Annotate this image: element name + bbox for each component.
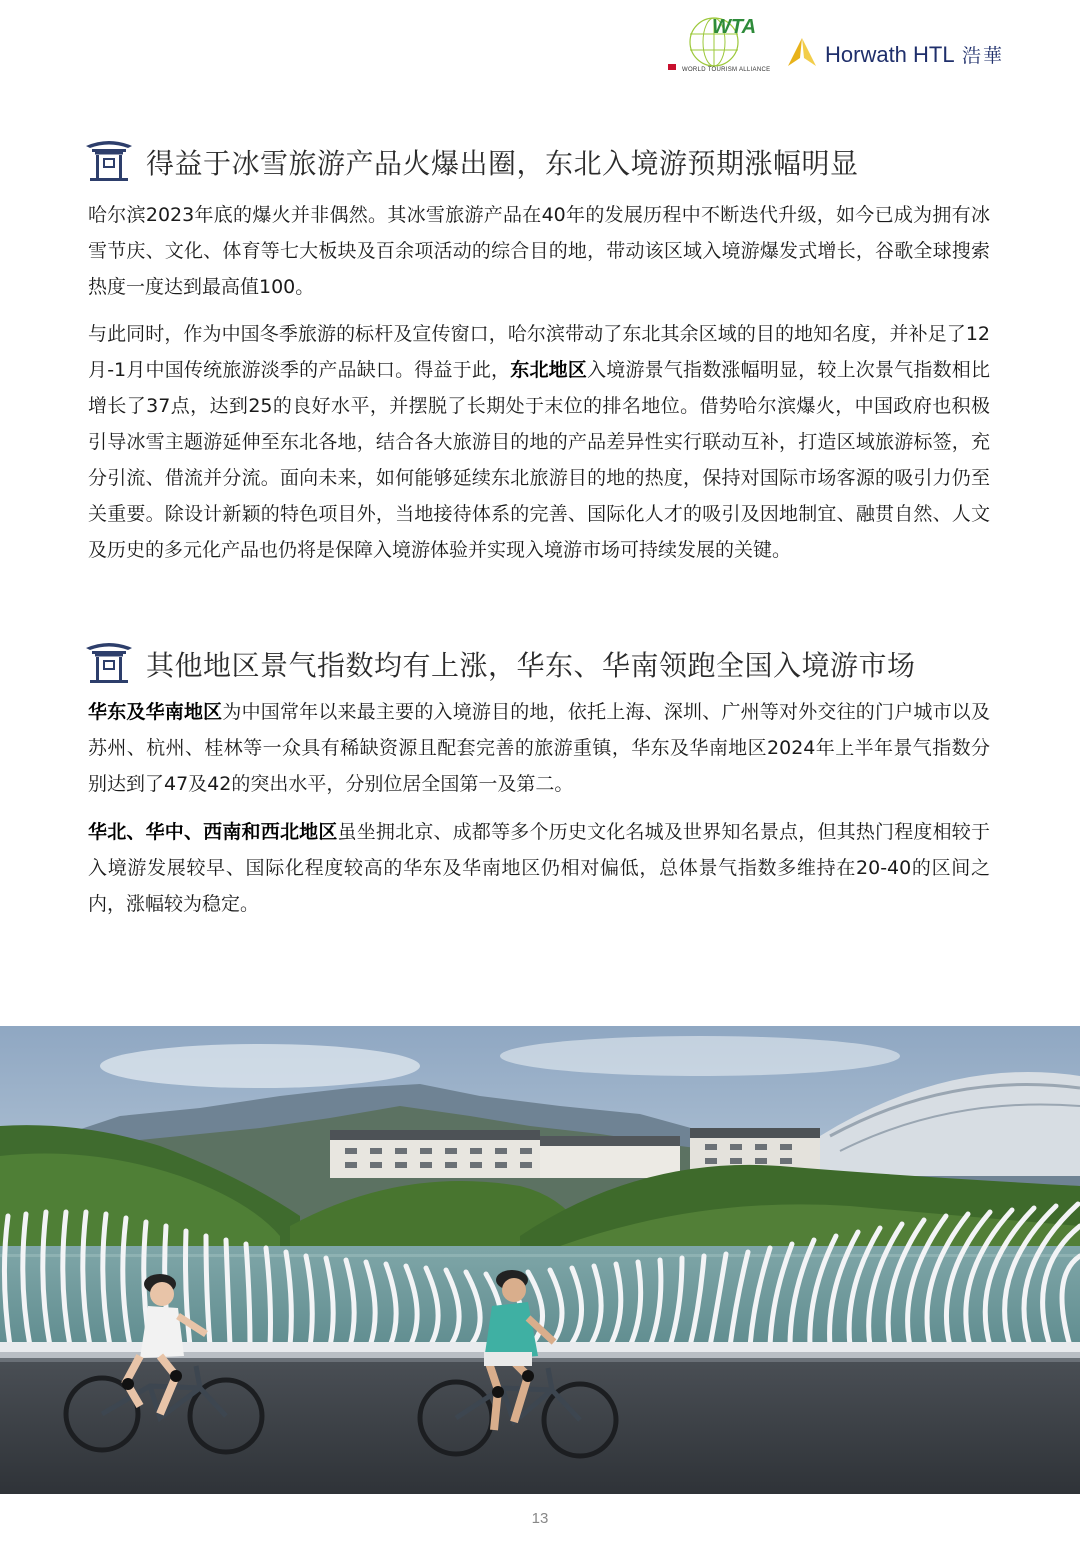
paragraph-north-central-west: [88, 814, 990, 922]
horwath-logo: [786, 36, 1016, 72]
paragraph-text: 入境游景气指数涨幅明显，较上次景气指数相比增长了37点，达到25的良好水平，并摆脱了长期处于末位的排名地位。借势哈尔滨爆火，中国政府也积极引导冰雪主题游延伸至东北各地，结合各大旅游目的地的产品差异性实行联动互补，打造区域旅游标签，充分引流、借流并分流。面向未来，如何能够延续东北旅游目的地的热度，保持对国际市场客源的吸引力仍至关重要。除设计新颖的特色项目外，当地接待体系的完善、国际化人才的吸引及因地制宜、融贯自然、人文及历史的多元化产品也仍将是保障入境游体验并实现入境游市场可持续发展的关键。: [88, 359, 990, 561]
paragraph-harbin: 哈尔滨2023年底的爆火并非偶然。其冰雪旅游产品在40年的发展历程中不断迭代升级，如今已成为拥有冰雪节庆、文化、体育等七大板块及百余项活动的综合目的地，带动该区域入境游爆发式增长，谷歌全球搜索热度一度达到最高值100。: [88, 204, 990, 298]
pavilion-icon: [84, 636, 134, 686]
paragraph-east-south: [88, 694, 990, 802]
paragraph-text: 为中国常年以来最主要的入境游目的地，依托上海、深圳、广州等对外交往的门户城市以及苏州、杭州、桂林等一众具有稀缺资源且配套完善的旅游重镇，华东及华南地区2024年上半年景气指数分别达到了47及42的突出水平，分别位居全国第一及第二。: [88, 701, 990, 795]
horwath-name: Horwath HTL: [825, 42, 955, 67]
bold-region-northeast: 东北地区: [510, 359, 588, 381]
paragraph-text: 与此同时，作为中国冬季旅游的标杆及宣传窗口，哈尔滨带动了东北其余区域的目的地知名度，并补足了12月-1月中国传统旅游淡季的产品缺口。得益于此，: [88, 323, 990, 381]
bold-region-east-south: 华东及华南地区: [88, 701, 223, 723]
bold-region-north-central-west: 华北、华中、西南和西北地区: [88, 821, 338, 843]
wta-caption: WORLD TOURISM ALLIANCE: [682, 67, 771, 73]
paragraph-text: 虽坐拥北京、成都等多个历史文化名城及世界知名景点，但其热门程度相较于入境游发展较早、国际化程度较高的华东及华南地区仍相对偏低，总体景气指数多维持在20-40的区间之内，涨幅较为稳定。: [88, 821, 990, 915]
wta-logo: [664, 14, 774, 80]
pavilion-icon: [84, 134, 134, 184]
paragraph-northeast: [88, 316, 990, 568]
horwath-mark-icon: [786, 36, 822, 70]
cyclists-lake-photo: [0, 1026, 1080, 1494]
horwath-chinese-name: 浩華: [962, 45, 1005, 67]
section-title: 得益于冰雪旅游产品火爆出圈，东北入境游预期涨幅明显: [146, 147, 859, 180]
section-title: 其他地区景气指数均有上涨，华东、华南领跑全国入境游市场: [146, 649, 916, 682]
cyclists-illustration: [0, 1026, 1080, 1494]
page-number: 13: [531, 1510, 549, 1527]
section-heading-northeast: [84, 134, 1024, 186]
section-heading-other-regions: [84, 636, 1024, 688]
wta-logo-text: WTA: [712, 16, 757, 38]
